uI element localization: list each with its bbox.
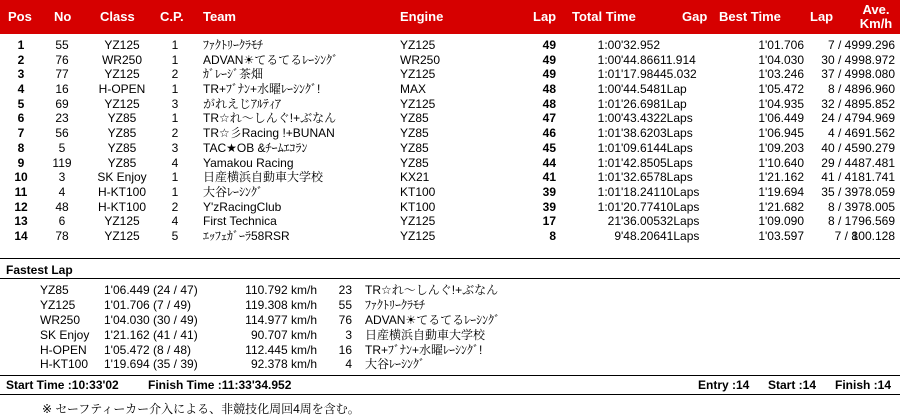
cell-gap: 41Laps [660, 228, 700, 243]
cell-lap-at: 35 / 39 [821, 184, 858, 199]
cell-team: TAC★OB &ﾁｰﾑｴｺﾗﾝ [203, 140, 308, 155]
cell-no: 69 [55, 96, 69, 111]
cell-total-time: 1:01'18.241 [597, 184, 660, 199]
cell-cp: 5 [171, 228, 179, 243]
cell-team: Y'zRacingClub [203, 199, 282, 214]
cell-class: YZ125 [104, 214, 140, 229]
divider [0, 394, 900, 395]
cell-class: YZ125 [104, 38, 140, 52]
cell-lap: 45 [542, 140, 556, 155]
cell-best-time: 1'03.246 [758, 67, 804, 82]
col-no: No [54, 9, 72, 24]
cell-no: 77 [55, 67, 69, 82]
cell-pos: 8 [17, 140, 25, 155]
cell-lap-at: 24 / 47 [821, 111, 858, 126]
cell-engine: WR250 [400, 52, 441, 67]
start-time: Start Time :10:33'02 [6, 378, 119, 392]
cell-ave: 98.972 [858, 52, 895, 67]
cell-ave: 78.005 [858, 199, 895, 214]
table-row [0, 229, 900, 244]
cell-no: 78 [55, 228, 69, 243]
fl-speed: 112.445 km/h [245, 342, 317, 357]
cell-engine: YZ85 [400, 155, 429, 170]
cell-team: First Technica [203, 214, 277, 229]
cell-lap: 39 [542, 199, 556, 214]
cell-best-time: 1'04.030 [758, 52, 804, 67]
cell-gap: 2Laps [660, 111, 693, 126]
col-total-time: Total Time [572, 9, 636, 24]
cell-lap-at: 8 / 17 [827, 214, 858, 229]
cell-best-time: 1'10.640 [758, 155, 804, 170]
fl-time: 1'04.030 (30 / 49) [104, 312, 198, 327]
cell-best-time: 1'01.706 [758, 38, 804, 52]
cell-lap-at: 29 / 44 [821, 155, 858, 170]
cell-gap: 32Laps [660, 214, 700, 229]
cell-total-time: 1:00'44.866 [597, 52, 660, 67]
fl-no: 55 [338, 297, 352, 312]
table-row [0, 38, 900, 53]
cell-ave: 94.969 [858, 111, 895, 126]
cell-ave: 87.481 [858, 155, 895, 170]
cell-pos: 2 [17, 52, 25, 67]
cell-pos: 3 [17, 67, 25, 82]
cell-gap: 11.914 [660, 52, 696, 67]
fl-team: 大谷ﾚｰｼﾝｸﾞ [365, 357, 426, 372]
cell-best-time: 1'09.203 [758, 140, 804, 155]
results-table [0, 38, 900, 244]
cell-cp: 1 [171, 111, 179, 126]
cell-best-time: 1'05.472 [758, 82, 804, 97]
cell-pos: 1 [17, 38, 25, 52]
fl-no: 23 [338, 283, 352, 297]
fl-no: 16 [338, 342, 352, 357]
cell-lap: 48 [542, 82, 556, 97]
fastest-lap-row [0, 343, 900, 358]
cell-team: ﾌｧｸﾄﾘｰｸﾗﾓﾁ [203, 38, 264, 52]
cell-pos: 11 [14, 184, 28, 199]
fl-time: 1'01.706 (7 / 49) [104, 297, 192, 312]
fl-no: 4 [345, 357, 352, 372]
cell-class: H-OPEN [98, 82, 146, 97]
cell-pos: 12 [14, 199, 28, 214]
col-pos: Pos [8, 9, 32, 24]
cell-pos: 9 [17, 155, 25, 170]
cell-class: SK Enjoy [97, 170, 147, 185]
cell-cp: 1 [171, 184, 179, 199]
cell-gap: 3Laps [660, 126, 693, 141]
cell-lap-at: 41 / 41 [821, 170, 858, 185]
entry-count: Entry :14 [698, 378, 750, 392]
divider [0, 278, 900, 279]
cell-lap-at: 8 / 48 [827, 82, 858, 97]
cell-lap-at: 4 / 46 [827, 126, 858, 141]
cell-total-time: 1:01'17.984 [597, 67, 660, 82]
cell-engine: YZ125 [400, 214, 436, 229]
cell-lap: 8 [549, 228, 556, 243]
cell-team: TR☆れ～しんぐ!+ぶなん [203, 111, 337, 126]
cell-lap-at: 7 / 8 [834, 228, 858, 243]
fl-no: 76 [338, 312, 352, 327]
cell-cp: 4 [171, 214, 179, 229]
cell-pos: 14 [14, 228, 28, 243]
cell-cp: 2 [171, 126, 179, 141]
cell-total-time: 9'48.206 [614, 228, 660, 243]
cell-no: 4 [58, 184, 66, 199]
cell-class: YZ85 [107, 126, 137, 141]
cell-class: YZ85 [107, 111, 137, 126]
cell-team: TR☆彡Racing !+BUNAN [203, 126, 335, 141]
fl-time: 1'19.694 (35 / 39) [104, 357, 198, 372]
cell-total-time: 1:01'32.657 [597, 170, 660, 185]
cell-lap-at: 37 / 49 [821, 67, 858, 82]
fl-team: TR+ﾌﾞﾅﾝ+水曜ﾚｰｼﾝｸﾞ! [365, 342, 483, 357]
cell-engine: KX21 [400, 170, 430, 185]
cell-class: YZ125 [104, 228, 140, 243]
fl-no: 3 [345, 327, 352, 342]
cell-no: 3 [58, 170, 66, 185]
cell-total-time: 1:00'44.548 [597, 82, 660, 97]
fl-class: SK Enjoy [40, 327, 90, 342]
cell-no: 56 [55, 126, 69, 141]
cell-total-time: 1:00'43.432 [597, 111, 660, 126]
table-row [0, 82, 900, 97]
cell-best-time: 1'04.935 [758, 96, 804, 111]
cell-pos: 5 [17, 96, 25, 111]
cell-no: 23 [55, 111, 69, 126]
cell-pos: 13 [14, 214, 28, 229]
cell-engine: YZ125 [400, 38, 436, 52]
col-lap-at: Lap [810, 9, 834, 24]
table-row [0, 200, 900, 215]
cell-gap: 1Lap [660, 96, 687, 111]
cell-total-time: 1:01'20.774 [597, 199, 660, 214]
cell-gap: 10Laps [660, 199, 700, 214]
cell-ave: 98.080 [858, 67, 895, 82]
cell-engine: YZ85 [400, 140, 429, 155]
cell-lap: 49 [542, 38, 556, 52]
cell-no: 5 [58, 140, 66, 155]
cell-best-time: 1'19.694 [758, 184, 804, 199]
cell-lap: 49 [542, 52, 556, 67]
cell-cp: 1 [171, 82, 179, 97]
cell-gap: 5Laps [660, 155, 693, 170]
col-team: Team [203, 9, 236, 24]
cell-team: TR+ﾌﾞﾅﾝ+水曜ﾚｰｼﾝｸﾞ! [203, 82, 321, 97]
cell-gap: 8Laps [660, 170, 693, 185]
cell-ave: 81.741 [858, 170, 895, 185]
cell-best-time: 1'21.162 [758, 170, 804, 185]
cell-class: YZ125 [104, 96, 140, 111]
cell-lap: 49 [542, 67, 556, 82]
fastest-lap-row [0, 298, 900, 313]
cell-cp: 3 [171, 140, 179, 155]
cell-cp: 1 [171, 38, 179, 52]
fl-speed: 119.308 km/h [245, 297, 317, 312]
fl-team: 日産横浜自動車大学校 [365, 327, 486, 342]
fl-speed: 90.707 km/h [250, 327, 317, 342]
cell-cp: 2 [171, 199, 179, 214]
fl-speed: 92.378 km/h [250, 357, 317, 372]
cell-team: ｶﾞﾚｰｼﾞ茶畑 [203, 67, 264, 82]
col-lap: Lap [533, 9, 557, 24]
fl-class: YZ85 [40, 283, 69, 297]
fl-class: YZ125 [40, 297, 76, 312]
cell-gap: 45.032 [660, 67, 697, 82]
table-row [0, 185, 900, 200]
cell-engine: YZ125 [400, 228, 436, 243]
fastest-lap-row [0, 357, 900, 372]
cell-ave: 96.960 [858, 82, 895, 97]
cell-ave: 78.059 [858, 184, 895, 199]
cell-lap: 47 [542, 111, 556, 126]
cell-team: ｴｯﾌｪｶﾞｰﾗ58RSR [203, 228, 290, 243]
fl-speed: 110.792 km/h [245, 283, 317, 297]
table-row [0, 126, 900, 141]
cell-lap-at: 32 / 48 [821, 96, 858, 111]
fastest-lap-title: Fastest Lap [6, 263, 73, 277]
cell-engine: KT100 [400, 184, 436, 199]
cell-lap: 17 [542, 214, 556, 229]
table-row [0, 67, 900, 82]
cell-total-time: 1:00'32.952 [597, 38, 660, 52]
start-count: Start :14 [768, 378, 817, 392]
cell-ave: 99.296 [858, 38, 895, 52]
fastest-lap-row [0, 328, 900, 343]
col-best-time: Best Time [719, 9, 781, 24]
fl-class: WR250 [40, 312, 81, 327]
cell-cp: 1 [171, 52, 179, 67]
col-class: Class [100, 9, 135, 24]
cell-no: 55 [55, 38, 69, 52]
table-row [0, 170, 900, 185]
summary-footer [0, 378, 900, 392]
cell-total-time: 21'36.005 [607, 214, 660, 229]
cell-lap: 48 [542, 96, 556, 111]
fastest-lap-row [0, 313, 900, 328]
cell-cp: 1 [171, 170, 179, 185]
cell-cp: 4 [171, 155, 179, 170]
cell-gap: 4Laps [660, 140, 693, 155]
cell-lap: 44 [542, 155, 556, 170]
cell-lap: 39 [542, 184, 556, 199]
col-ave-line1: Ave. [862, 2, 890, 17]
cell-engine: KT100 [400, 199, 436, 214]
cell-lap-at: 8 / 39 [827, 199, 858, 214]
fastest-lap-row [0, 283, 900, 298]
fl-class: H-OPEN [40, 342, 87, 357]
cell-team: ADVAN☀てるてるﾚｰｼﾝｸﾞ [203, 52, 339, 67]
footnote: ※ セーフティーカー介入による、非競技化周回4周を含む。 [42, 402, 360, 416]
divider [0, 375, 900, 376]
cell-no: 119 [52, 155, 72, 170]
cell-team: 日産横浜自動車大学校 [203, 170, 324, 185]
col-gap: Gap [682, 9, 708, 24]
cell-class: H-KT100 [97, 184, 147, 199]
cell-ave: 91.562 [858, 126, 895, 141]
cell-pos: 4 [17, 82, 25, 97]
table-row [0, 141, 900, 156]
table-row [0, 97, 900, 112]
cell-team: 大谷ﾚｰｼﾝｸﾞ [203, 184, 264, 199]
fl-time: 1'05.472 (8 / 48) [104, 342, 192, 357]
cell-pos: 6 [17, 111, 25, 126]
fl-speed: 114.977 km/h [245, 312, 317, 327]
cell-class: WR250 [101, 52, 142, 67]
cell-lap: 41 [542, 170, 556, 185]
cell-best-time: 1'03.597 [758, 228, 804, 243]
cell-ave: 95.852 [858, 96, 895, 111]
cell-engine: YZ125 [400, 96, 436, 111]
cell-lap-at: 40 / 45 [821, 140, 858, 155]
cell-engine: YZ85 [400, 111, 429, 126]
finish-time: Finish Time :11:33'34.952 [148, 378, 292, 392]
fl-team: TR☆れ～しんぐ!+ぶなん [365, 283, 499, 297]
fastest-lap-table [0, 283, 900, 372]
cell-class: H-KT100 [97, 199, 147, 214]
col-engine: Engine [400, 9, 444, 24]
cell-engine: MAX [400, 82, 427, 97]
cell-ave: 100.128 [851, 228, 895, 243]
cell-ave: 96.569 [858, 214, 895, 229]
cell-best-time: 1'21.682 [758, 199, 804, 214]
cell-engine: YZ125 [400, 67, 436, 82]
cell-team: Yamakou Racing [203, 155, 294, 170]
col-cp: C.P. [160, 9, 184, 24]
cell-lap-at: 7 / 49 [827, 38, 858, 52]
cell-lap: 46 [542, 126, 556, 141]
cell-cp: 3 [171, 96, 179, 111]
finish-count: Finish :14 [835, 378, 892, 392]
fl-class: H-KT100 [40, 357, 89, 372]
cell-team: がれえじｱﾙﾃｨｱ [203, 96, 282, 111]
fl-team: ADVAN☀てるてるﾚｰｼﾝｸﾞ [365, 312, 501, 327]
results-header [0, 0, 900, 34]
cell-gap: 10Laps [660, 184, 700, 199]
cell-total-time: 1:01'42.850 [597, 155, 660, 170]
cell-no: 76 [55, 52, 69, 67]
cell-no: 16 [55, 82, 69, 97]
cell-class: YZ85 [107, 155, 137, 170]
divider [0, 258, 900, 259]
cell-lap-at: 30 / 49 [821, 52, 858, 67]
cell-engine: YZ85 [400, 126, 429, 141]
table-row [0, 214, 900, 229]
cell-total-time: 1:01'09.614 [597, 140, 660, 155]
cell-best-time: 1'06.449 [758, 111, 804, 126]
cell-gap: 1Lap [660, 82, 687, 97]
table-row [0, 111, 900, 126]
cell-total-time: 1:01'38.620 [597, 126, 660, 141]
cell-class: YZ125 [104, 67, 140, 82]
cell-total-time: 1:01'26.698 [597, 96, 660, 111]
cell-ave: 90.279 [858, 140, 895, 155]
cell-pos: 7 [17, 126, 25, 141]
cell-best-time: 1'06.945 [758, 126, 804, 141]
cell-best-time: 1'09.090 [758, 214, 804, 229]
fl-team: ﾌｧｸﾄﾘｰｸﾗﾓﾁ [365, 297, 426, 312]
col-ave [856, 3, 896, 37]
fl-time: 1'21.162 (41 / 41) [104, 327, 198, 342]
col-ave-line2: Km/h [859, 16, 893, 31]
cell-pos: 10 [14, 170, 28, 185]
cell-no: 48 [55, 199, 69, 214]
cell-no: 6 [58, 214, 66, 229]
cell-cp: 2 [171, 67, 179, 82]
cell-class: YZ85 [107, 140, 137, 155]
table-row [0, 156, 900, 171]
table-row [0, 53, 900, 68]
fl-time: 1'06.449 (24 / 47) [104, 283, 198, 297]
